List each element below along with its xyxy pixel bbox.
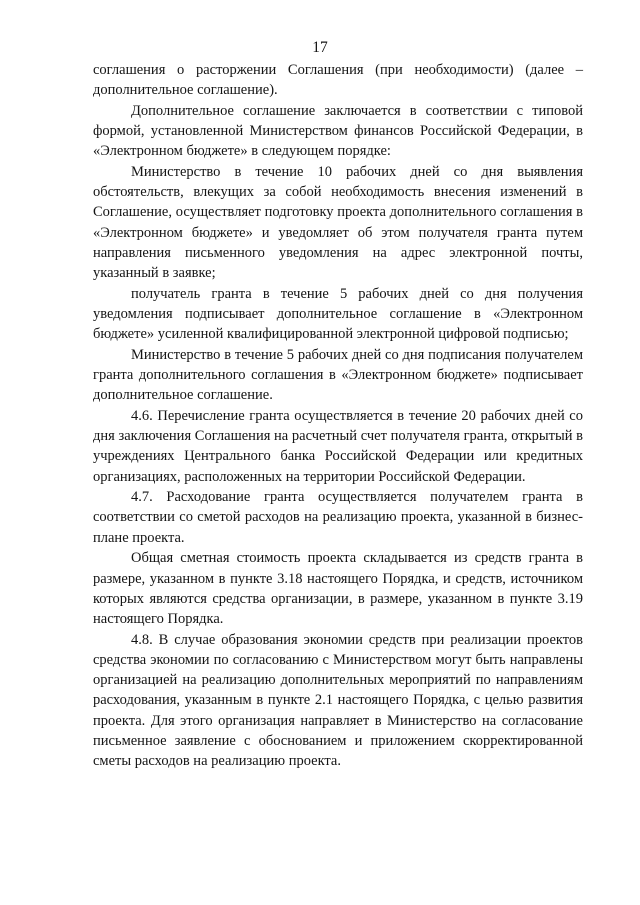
paragraph-4-8-savings: 4.8. В случае образования экономии средств при реализации проектов средства экономии по согласованию с Министерством могут быть направлены организацией на реализацию дополнительных мероприятий по направлениям расходования, указанным в пункте 2.1 настоящего Порядка, с целью развития проекта. Для этого организация направляет в Министерство на согласование письменное заявление с обоснованием и приложением скорректированной сметы расходов на реализацию проекта. <box>93 631 583 769</box>
paragraph-recipient-signs: получатель гранта в течение 5 рабочих дней со дня получения уведомления подписывает дополнительное соглашение в «Электронном бюджете» усиленной квалифицированной электронной цифровой подписью; <box>93 285 583 343</box>
paragraph-ministry-prepares-draft: Министерство в течение 10 рабочих дней со дня выявления обстоятельств, влекущих за собой необходимость внесения изменений в Соглашение, осуществляет подготовку проекта дополнительного соглашения в «Электронном бюджете» и уведомляет об этом получателя гранта путем направления письменного уведомления на адрес электронной почты, указанный в заявке; <box>93 164 583 282</box>
paragraph-total-estimated-cost: Общая сметная стоимость проекта складывается из средств гранта в размере, указанном в пункте 3.18 настоящего Порядка, и средств, источником которых являются средства организации, в размере, указанном в пункте 3.19 настоящего Порядка. <box>93 550 583 627</box>
page-number: 17 <box>312 39 328 56</box>
paragraph-continuation: соглашения о расторжении Соглашения (при необходимости) (далее – дополнительное соглашение). <box>93 62 583 99</box>
paragraph-4-6-grant-transfer: 4.6. Перечисление гранта осуществляется в течение 20 рабочих дней со дня заключения Соглашения на расчетный счет получателя гранта, открытый в учреждениях Центрального банка Российской Федерации или кредитных организациях, расположенных на территории Российской Федерации. <box>93 407 583 485</box>
paragraph-4-7-grant-spending: 4.7. Расходование гранта осуществляется получателем гранта в соответствии со сметой расходов на реализацию проекта, указанной в бизнес-плане проекта. <box>93 489 583 546</box>
document-body <box>93 60 583 772</box>
paragraph-ministry-signs: Министерство в течение 5 рабочих дней со дня подписания получателем гранта дополнительного соглашения в «Электронном бюджете» подписывает дополнительное соглашение. <box>93 346 583 404</box>
paragraph-additional-agreement-order: Дополнительное соглашение заключается в соответствии с типовой формой, установленной Министерством финансов Российской Федерации, в «Электронном бюджете» в следующем порядке: <box>93 102 583 160</box>
